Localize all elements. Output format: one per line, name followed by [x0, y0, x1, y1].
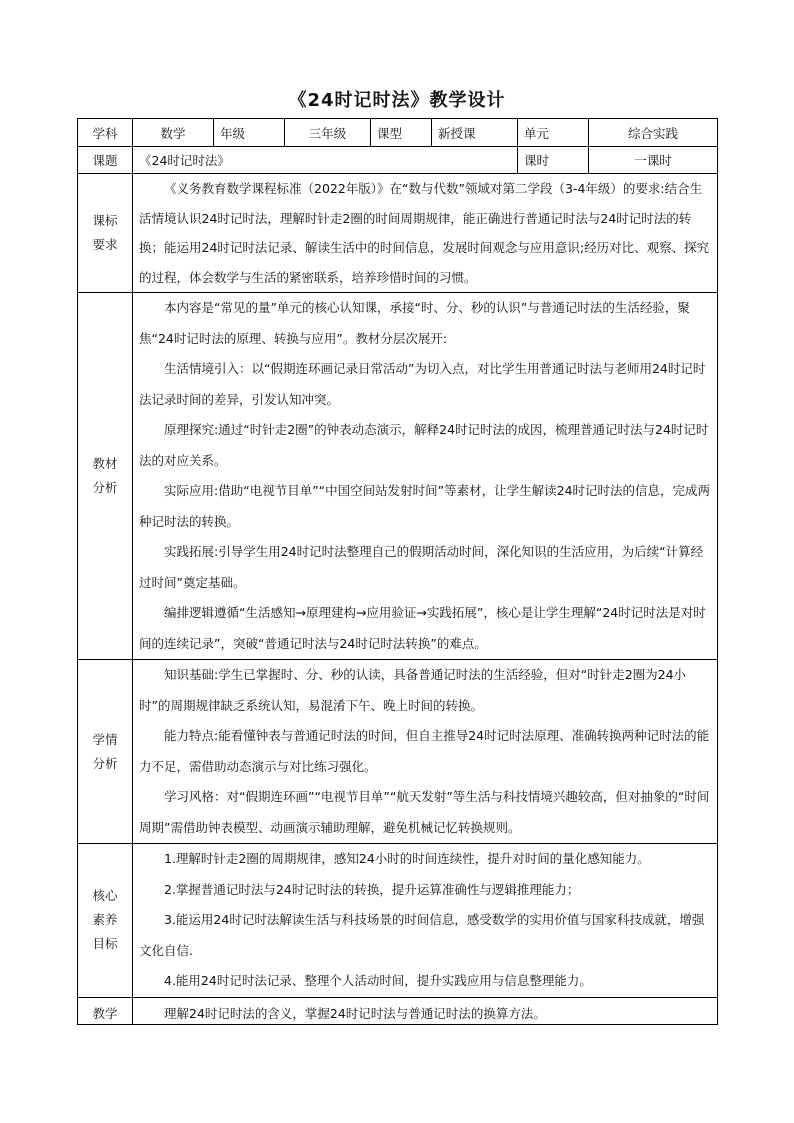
type-value: 新授课 — [432, 119, 518, 147]
learners-paragraph: 能力特点:能看懂钟表与普通记时法的时间，但自主推导24时记时法原理、准确转换两种记时法的能力不足，需借助动态演示与对比练习强化。 — [139, 728, 710, 774]
focus-label: 教学 — [78, 997, 133, 1024]
learners-paragraph: 知识基础:学生已掌握时、分、秒的认读，具备普通记时法的生活经验，但对“时针走2圈为24小时”的周期规律缺乏系统认知，易混淆下午、晚上时间的转换。 — [139, 667, 687, 713]
learners-content — [133, 660, 718, 844]
standards-label — [78, 174, 133, 293]
learners-label — [78, 660, 133, 844]
goals-label-line: 核心 — [92, 888, 118, 904]
goals-label-line: 目标 — [92, 936, 118, 952]
learners-label-line: 学情 — [92, 731, 118, 747]
document-title: 《24时记时法》教学设计 — [288, 90, 506, 111]
grade-label: 年级 — [214, 119, 285, 147]
hours-value: 一课时 — [589, 147, 718, 174]
standards-row — [78, 174, 718, 293]
lesson-plan-table — [77, 118, 718, 1025]
goals-row — [78, 844, 718, 998]
material-paragraph: 实际应用:借助“电视节目单”“中国空间站发射时间”等素材，让学生解读24时记时法的信息，完成两种记时法的转换。 — [139, 483, 711, 529]
material-paragraph: 本内容是“常见的量”单元的核心认知课，承接“时、分、秒的认识”与普通记时法的生活经验，聚焦“24时记时法的原理、转换与应用”。教材分层次展开: — [139, 300, 690, 346]
goals-paragraph: 3.能运用24时记时法解读生活与科技场景的时间信息，感受数学的实用价值与国家科技成就，增强文化自信. — [139, 912, 705, 958]
type-label: 课型 — [371, 119, 432, 147]
topic-row — [78, 147, 718, 174]
goals-label — [78, 844, 133, 998]
focus-row — [78, 997, 718, 1024]
goals-content — [133, 844, 718, 998]
material-paragraph: 生活情境引入：以“假期连环画记录日常活动”为切入点，对比学生用普通记时法与老师用24时记时法记录时间的差异，引发认知冲突。 — [139, 361, 706, 407]
header-row — [78, 119, 718, 147]
material-paragraph: 原理探究:通过“时针走2圈”的钟表动态演示，解释24时记时法的成因，梳理普通记时法与24时记时法的对应关系。 — [139, 422, 709, 468]
goals-paragraph: 1.理解时针走2圈的周期规律，感知24小时的时间连续性，提升对时间的量化感知能力。 — [164, 851, 650, 866]
material-label-line: 分析 — [92, 480, 118, 495]
topic-label: 课题 — [78, 147, 133, 174]
material-label-line: 教材 — [92, 456, 118, 471]
material-paragraph: 编排逻辑遵循“生活感知→原理建构→应用验证→实践拓展”，核心是让学生理解“24时记时法是对时间的连续记录”，突破“普通记时法与24时记时法转换”的难点。 — [139, 605, 706, 651]
standards-content — [133, 174, 718, 293]
material-content — [133, 293, 718, 660]
goals-paragraph: 2.掌握普通记时法与24时记时法的转换，提升运算准确性与逻辑推理能力； — [164, 881, 580, 897]
hours-label: 课时 — [518, 147, 589, 174]
unit-value: 综合实践 — [589, 119, 718, 147]
material-row — [78, 293, 718, 660]
learners-paragraph: 学习风格：对“假期连环画”“电视节目单”“航天发射”等生活与科技情境兴趣较高，但对抽象的“时间周期”需借助钟表模型、动画演示辅助理解，避免机械记忆转换规则。 — [139, 789, 710, 835]
goals-paragraph: 4.能用24时记时法记录、整理个人活动时间，提升实践应用与信息整理能力。 — [164, 973, 592, 988]
standards-paragraph: 《义务教育数学课程标准（2022年版）》在“数与代数”领域对第二学段（3-4年级）的要求:结合生活情境认识24时记时法，理解时针走2圈的时间周期规律，能正确进行普通记时法与24时记时法的转换；能运用24时记时法记录、解读生活中的时间信息，发展时间观念与应用意识;经历对比、观察、探究的过程，体会数学与生活的紧密联系，培养珍惜时间的习惯。 — [139, 181, 710, 285]
grade-value: 三年级 — [285, 119, 371, 147]
focus-content: 理解24时记时法的含义，掌握24时记时法与普通记时法的换算方法。 — [133, 997, 718, 1024]
standards-label-line: 要求 — [92, 237, 118, 252]
material-label — [78, 293, 133, 660]
learners-label-line: 分析 — [92, 755, 118, 771]
material-paragraph: 实践拓展:引导学生用24时记时法整理自己的假期活动时间，深化知识的生活应用，为后续“计算经过时间”奠定基础。 — [139, 544, 704, 590]
topic-value: 《24时记时法》 — [133, 147, 518, 174]
unit-label: 单元 — [518, 119, 589, 147]
learners-row — [78, 660, 718, 844]
subject-value: 数学 — [133, 119, 214, 147]
subject-label: 学科 — [78, 119, 133, 147]
standards-label-line: 课标 — [92, 213, 118, 228]
goals-label-line: 素养 — [92, 912, 118, 928]
